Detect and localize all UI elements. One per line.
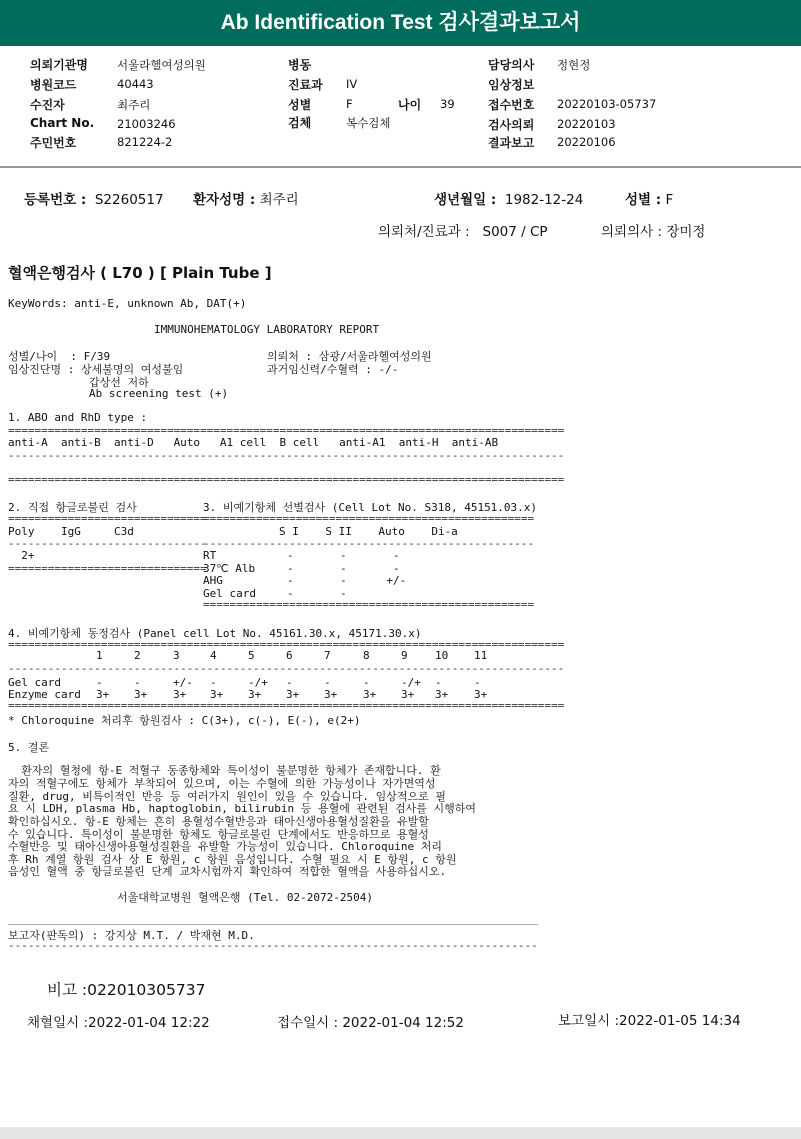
screen-row-label: RT <box>203 549 217 562</box>
referring-dept: 의뢰처/진료과 : S007 / CP <box>378 224 548 240</box>
conclusion-line: 수혈반응 및 태아신생아용혈성질환을 유발할 가능성이 있습니다. Chloroquine 처리 <box>8 840 442 853</box>
hospital-code-value: 40443 <box>117 77 154 91</box>
panel-col-number: 5 <box>248 649 255 662</box>
panel-col-number: 10 <box>435 649 449 662</box>
chart-label: Chart No. <box>30 116 95 130</box>
keywords: KeyWords: anti-E, unknown Ab, DAT(+) <box>8 297 247 310</box>
referring-doctor: 의뢰의사 : 장미정 <box>601 224 706 240</box>
section3-title: 3. 비예기항체 선별검사 (Cell Lot No. S318, 45151.03.x) <box>203 501 538 514</box>
gel-card-value: - <box>96 676 103 689</box>
test-title: 혈액은행검사 ( L70 ) [ Plain Tube ] <box>8 264 272 282</box>
screen-row-label: 37℃ Alb <box>203 562 256 575</box>
enzyme-card-value: 3+ <box>324 688 338 701</box>
requester-value: 서울라헬여성의원 <box>117 58 206 72</box>
screen-row-label: AHG <box>203 574 223 587</box>
screen-header: S I S II Auto Di-a <box>279 525 458 538</box>
age-label: 나이 <box>398 98 422 112</box>
gel-card-value: +/- <box>173 676 193 689</box>
divider: ==================================================================================== <box>8 473 565 486</box>
enzyme-card-value: 3+ <box>286 688 300 701</box>
specimen-label: 검체 <box>288 116 312 130</box>
sex-label: 성별 <box>288 98 312 112</box>
panel-col-number: 7 <box>324 649 331 662</box>
dept-value: IV <box>346 77 358 91</box>
gel-card-value: - <box>134 676 141 689</box>
dat-header: Poly IgG C3d <box>8 525 134 538</box>
gel-card-label: Gel card <box>8 676 61 689</box>
divider: ============================== <box>8 562 207 575</box>
receipt-time: 접수일시 : 2022-01-04 12:52 <box>277 1015 464 1031</box>
diagnosis-line-1: 임상진단명 : 상세불명의 여성불임 <box>8 363 184 376</box>
receipt-value: 20220103-05737 <box>557 97 657 111</box>
sex-value: F <box>346 97 353 111</box>
request-label: 검사의뢰 <box>488 118 535 132</box>
request-value: 20220103 <box>557 117 616 131</box>
panel-col-number: 4 <box>210 649 217 662</box>
dat-poly-value: 2+ <box>8 549 35 562</box>
patient-sex: 성별 : F <box>625 192 674 208</box>
conclusion-line: 수 있습니다. 특이성이 불분명한 항체도 항글로불린 단계에서도 반응하므로 용혈성 <box>8 828 429 841</box>
enzyme-card-value: 3+ <box>173 688 187 701</box>
divider: ==================================================================================== <box>8 638 565 651</box>
report-time: 보고일시 :2022-01-05 14:34 <box>558 1013 741 1029</box>
header-info <box>0 48 801 168</box>
panel-col-number: 9 <box>401 649 408 662</box>
enzyme-card-value: 3+ <box>96 688 110 701</box>
hospital-code-label: 병원코드 <box>30 78 77 92</box>
section2-title: 2. 직접 항글로불린 검사 <box>8 501 137 514</box>
divider: ------------------------------------------------------------------------------------ <box>8 449 565 462</box>
panel-col-number: 1 <box>96 649 103 662</box>
enzyme-card-value: 3+ <box>474 688 488 701</box>
enzyme-card-value: 3+ <box>435 688 449 701</box>
enzyme-card-value: 3+ <box>210 688 224 701</box>
patient-value: 최주리 <box>117 98 151 112</box>
enzyme-card-value: 3+ <box>363 688 377 701</box>
diagnosis-line-3: Ab screening test (+) <box>89 387 229 400</box>
divider: ============================== <box>8 512 207 525</box>
collection-time: 채혈일시 :2022-01-04 12:22 <box>27 1015 210 1031</box>
conclusion-line: 질환, drug, 비특이적인 반응 등 여러가지 원인이 있을 수 있습니다. 임상적으로 필 <box>8 790 446 803</box>
enzyme-card-value: 3+ <box>401 688 415 701</box>
divider: ------------------------------------------------------------------------------------ <box>8 662 565 675</box>
specimen-value: 복수검체 <box>346 116 391 130</box>
clinical-label: 임상정보 <box>488 78 535 92</box>
divider: -------------------------------------------------------------------------------- <box>8 939 538 952</box>
gel-card-value: - <box>210 676 217 689</box>
section5-title: 5. 결론 <box>8 741 50 754</box>
chloroquine-line: * Chloroquine 처리후 항원검사 : C(3+), c(-), E(-), e(2+) <box>8 714 361 727</box>
patient-name: 환자성명 : 최주리 <box>193 192 299 208</box>
gel-card-value: -/+ <box>248 676 268 689</box>
requester-line: 의뢰처 : 삼광/서울라헬여성의원 <box>267 350 432 363</box>
doctor-value: 정현정 <box>557 58 591 72</box>
section4-title: 4. 비예기항체 동정검사 (Panel cell Lot No. 45161.30.x, 45171.30.x) <box>8 627 422 640</box>
enzyme-card-value: 3+ <box>134 688 148 701</box>
birth-date: 생년월일 : 1982-12-24 <box>434 192 584 208</box>
divider: ________________________________________________________________________________ <box>8 912 538 925</box>
conclusion-line: 요 시 LDH, plasma Hb, haptoglobin, bilirubin 등 용혈에 관련된 검사를 시행하여 <box>8 802 477 815</box>
divider: -------------------------------------------------- <box>203 537 535 550</box>
lab-name: 서울대학교병원 혈액은행 (Tel. 02-2072-2504) <box>117 891 373 904</box>
divider: ------------------------------ <box>8 537 207 550</box>
receipt-label: 접수번호 <box>488 98 535 112</box>
gel-card-value: - <box>435 676 442 689</box>
gel-card-value: - <box>474 676 481 689</box>
panel-col-number: 2 <box>134 649 141 662</box>
age-value: 39 <box>440 97 455 111</box>
gel-card-value: - <box>324 676 331 689</box>
conclusion-line: 후 Rh 계열 항원 검사 상 E 항원, c 항원 음성입니다. 수혈 필요 시 E 항원, c 항원 <box>8 853 457 866</box>
patient-label: 수진자 <box>30 98 65 112</box>
gel-card-value: - <box>363 676 370 689</box>
screen-row-label: Gel card <box>203 587 256 600</box>
divider: ================================================== <box>203 512 535 525</box>
history-line: 과거임신력/수혈력 : -/- <box>267 363 399 376</box>
gel-card-value: -/+ <box>401 676 421 689</box>
conclusion-line: 확인하십시오. 항-E 항체는 흔히 용혈성수혈반응과 태아신생아용혈성질환을 유발할 <box>8 815 429 828</box>
panel-col-number: 11 <box>474 649 488 662</box>
divider: ================================================== <box>203 598 535 611</box>
enzyme-card-label: Enzyme card <box>8 688 81 701</box>
conclusion-line: 자의 적혈구에도 항체가 부착되어 있으며, 이는 수혈에 의한 가능성이나 자가면역성 <box>8 777 436 790</box>
conclusion-line: 음성인 혈액 중 항글로불린 단계 교차시험까지 확인하여 적합한 혈액을 사용하십시오. <box>8 865 447 878</box>
report-title: Ab Identification Test 검사결과보고서 <box>220 11 581 34</box>
screen-row-values: - - +/- <box>287 574 407 587</box>
reg-number: 등록번호 : S2260517 <box>24 192 164 208</box>
report-date-label: 결과보고 <box>488 136 535 150</box>
requester-label: 의뢰기관명 <box>30 58 88 72</box>
panel-col-number: 8 <box>363 649 370 662</box>
rrn-value: 821224-2 <box>117 135 173 149</box>
reporter-line: 보고자(판독의) : 강지상 M.T. / 박재현 M.D. <box>8 929 255 942</box>
report-date-value: 20220106 <box>557 135 616 149</box>
section1-title: 1. ABO and RhD type : <box>8 411 148 424</box>
panel-col-number: 6 <box>286 649 293 662</box>
screen-row-values: - - - <box>287 549 400 562</box>
enzyme-card-value: 3+ <box>248 688 262 701</box>
sex-age-line: 성별/나이 : F/39 <box>8 350 111 363</box>
abo-header: anti-A anti-B anti-D Auto A1 cell B cell anti-A1 anti-H anti-AB <box>8 436 499 449</box>
lab-report-title: IMMUNOHEMATOLOGY LABORATORY REPORT <box>154 323 380 336</box>
screen-row-values: - - - <box>287 562 400 575</box>
report-title-banner <box>0 0 801 46</box>
bottom-band <box>0 1127 801 1139</box>
divider: ==================================================================================== <box>8 699 565 712</box>
dept-label: 진료과 <box>288 78 323 92</box>
panel-col-number: 3 <box>173 649 180 662</box>
divider: ==================================================================================== <box>8 424 565 437</box>
conclusion-line: 환자의 혈청에 항-E 적혈구 동종항체와 특이성이 불분명한 항체가 존재합니다. 환 <box>8 764 441 777</box>
rrn-label: 주민번호 <box>30 136 77 150</box>
doctor-label: 담당의사 <box>488 58 535 72</box>
memo: 비고 :022010305737 <box>47 981 206 999</box>
diagnosis-line-2: 갑상선 저하 <box>89 376 149 389</box>
gel-card-value: - <box>286 676 293 689</box>
ward-label: 병동 <box>288 58 312 72</box>
screen-row-values: - - <box>287 587 347 600</box>
chart-value: 21003246 <box>117 117 176 131</box>
